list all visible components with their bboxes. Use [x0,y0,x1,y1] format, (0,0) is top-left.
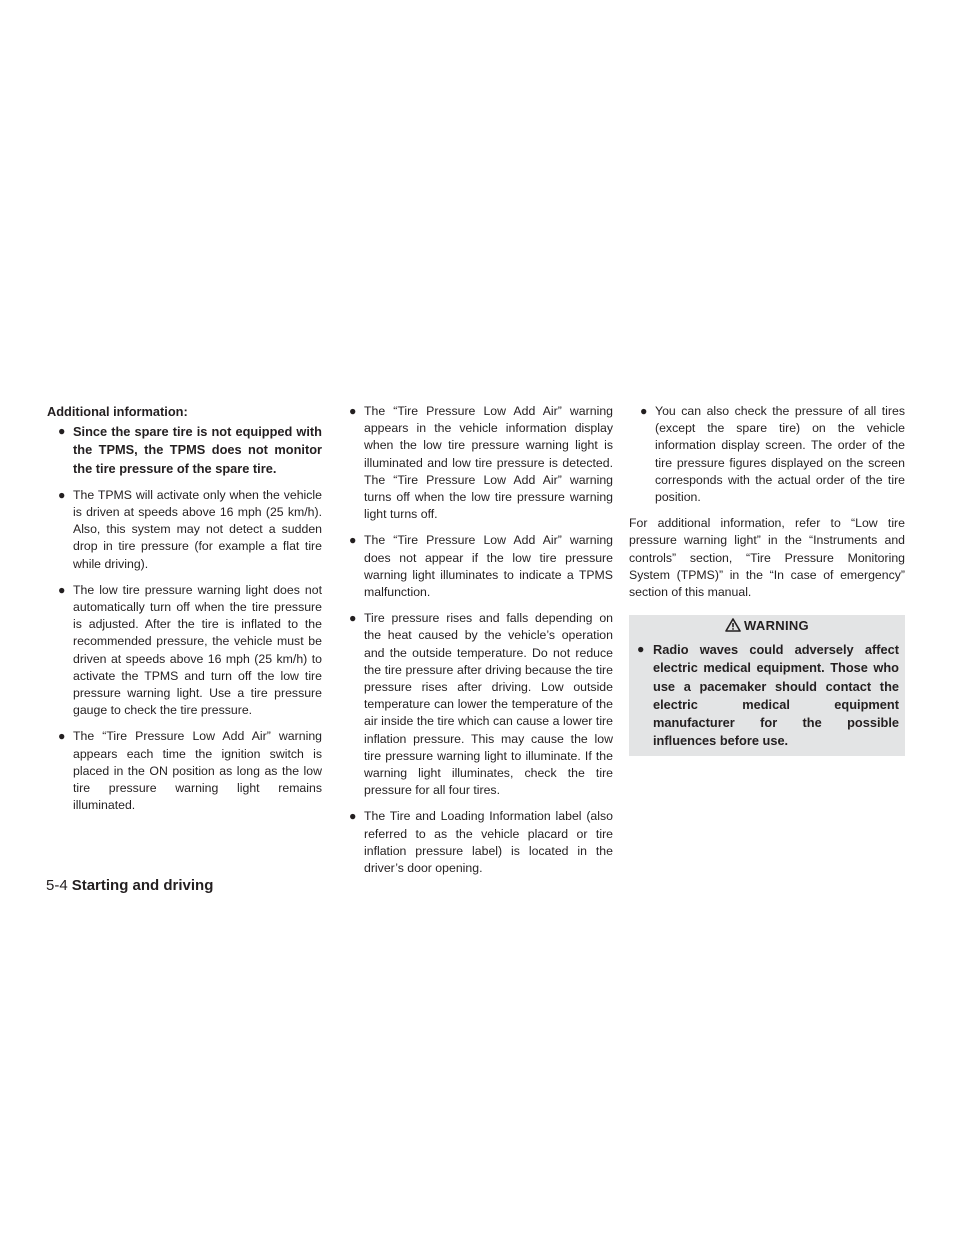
bullet-icon: ● [349,533,357,548]
warning-item [629,641,899,750]
bullet-icon: ● [58,582,66,597]
column-left [47,403,322,823]
list-item-text: The low tire pressure warning light does not automatically turn off when the tire pressure is adjusted. After the tire is inflated to the recommended pressure, the vehicle must be driven at speeds above 16 mph (25 km/h) to activate the TPMS and turn off the low tire pressure warning light. Use a tire pressure gauge to check the tire pressure. [73,582,322,718]
bullet-icon: ● [349,611,357,626]
list-item-text: The TPMS will activate only when the vehicle is driven at speeds above 16 mph (25 km/h). Also, this system may not detect a sudden drop in tire pressure (for example a flat tire while driving). [73,487,322,571]
list-item-text: Since the spare tire is not equipped with the TPMS, the TPMS does not monitor the tire pressure of the spare tire. [73,424,322,476]
list-item [338,610,613,799]
list-item-text: You can also check the pressure of all tires (except the spare tire) on the vehicle information display screen. The order of the tire pressure figures displayed on the screen corresponds with the actual order of the tire position. [655,404,905,505]
reference-paragraph: For additional information, refer to “Low tire pressure warning light” in the “Instruments and controls” section, “Tire Pressure Monitoring System (TPMS)” in the “In case of emergency” section of this manual. [629,516,905,600]
warning-title: WARNING [744,618,809,634]
list-item [47,728,322,814]
bullet-icon: ● [58,487,66,502]
footer-section-title: Starting and driving [71,877,214,894]
bullet-icon: ● [349,809,357,824]
section-heading: Additional information: [47,404,188,419]
bullet-icon: ● [349,404,357,418]
warning-triangle-icon [725,618,741,632]
page-number: 5-4 [46,877,68,894]
bullet-icon: ● [640,404,648,418]
list-item-text: The “Tire Pressure Low Add Air” warning does not appear if the low tire pressure warning light illuminates to indicate a TPMS malfunction. [364,533,613,600]
list-item-text: The “Tire Pressure Low Add Air” warning appears each time the ignition switch is placed in the ON position as long as the low tire pressure warning light remains illuminated. [73,729,322,813]
list-item-text: The Tire and Loading Information label (also referred to as the vehicle placard or tire inflation pressure label) is located in the driver’s door opening. [364,809,613,876]
bullet-icon: ● [637,642,645,657]
list-item [47,487,322,573]
list-item [338,403,613,523]
list-item [47,423,322,478]
column-middle [338,403,613,886]
list-item-text: The “Tire Pressure Low Add Air” warning appears in the vehicle information display when the low tire pressure warning light is illuminated and low tire pressure is detected. The “Tire Pressure Low Add Air” warning turns off when the low tire pressure warning light turns off. [364,404,613,522]
page-footer [46,876,213,896]
list-item [338,532,613,601]
column-right [629,403,905,756]
list-item [629,403,905,506]
bullet-icon: ● [58,424,66,439]
warning-box [629,615,905,756]
warning-item-text: Radio waves could adversely affect electric medical equipment. Those who use a pacemaker should contact the electric medical equipment manufacturer for the possible influences before use. [653,642,899,749]
list-item [338,808,613,877]
list-item [47,582,322,720]
bullet-icon: ● [58,729,66,744]
warning-header [629,615,899,637]
list-item-text: Tire pressure rises and falls depending on the heat caused by the vehicle’s operation and the outside temperature. Do not reduce the tire pressure after driving because the tire pressure rises after driving. Low outside temperature can lower the temperature of the air inside the tire which can cause a lower tire inflation pressure. This may cause the low tire pressure warning light to illuminate. If the warning light illuminates, check the tire pressure for all four tires. [364,611,613,798]
